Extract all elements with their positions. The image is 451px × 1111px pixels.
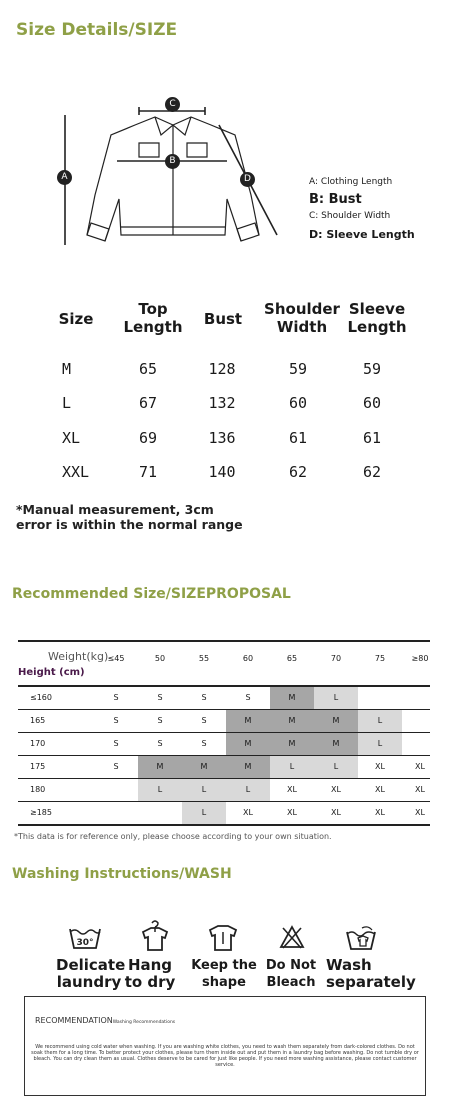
size-recommendation-cell: S (201, 693, 207, 702)
size-recommendation-cell: L (226, 779, 270, 801)
height-row-label: ≥185 (30, 808, 52, 817)
legend-sleeve-length: D: Sleeve Length (309, 228, 415, 241)
recommendation-title: RECOMMENDATIONWashing Recommendations (35, 1016, 176, 1025)
size-recommendation-cell: S (113, 693, 119, 702)
size-recommendation-cell (358, 687, 402, 709)
size-recommendation-cell: L (270, 756, 314, 778)
size-recommendation-cell: M (314, 710, 358, 732)
size-cell: 62 (288, 463, 308, 481)
size-cell: 59 (288, 360, 308, 378)
weight-header: 55 (198, 654, 210, 663)
size-recommendation-cell (398, 710, 442, 732)
legend-clothing-length: A: Clothing Length (309, 177, 393, 187)
size-cell: 61 (288, 429, 308, 447)
height-row-label: ≤160 (30, 693, 52, 702)
size-recommendation-cell: XL (287, 808, 297, 817)
marker-b: B (165, 154, 180, 169)
wash-label-bleach: Do Not Bleach (265, 958, 317, 990)
recommend-grid (18, 640, 430, 825)
size-recommendation-cell: L (358, 733, 402, 755)
weight-label: Weight(kg) (48, 650, 109, 663)
wash-label-shape: Keep the shape (191, 958, 257, 990)
height-row-label: 175 (30, 762, 46, 771)
size-cell: 67 (138, 394, 158, 412)
size-recommendation-cell: XL (331, 808, 341, 817)
size-recommendation-cell: L (182, 779, 226, 801)
marker-d: D (240, 172, 255, 187)
grid-top-line (18, 640, 430, 642)
height-row-label: 170 (30, 739, 46, 748)
size-recommendation-cell: S (245, 693, 251, 702)
size-recommendation-cell: M (314, 733, 358, 755)
reference-disclaimer: *This data is for reference only, please choose according to your own situation. (14, 832, 332, 841)
size-recommendation-cell (94, 802, 138, 824)
no-bleach-icon (279, 924, 305, 950)
size-recommendation-cell: L (182, 802, 226, 824)
size-cell: 132 (208, 394, 236, 412)
wash-30-icon (67, 924, 103, 952)
size-recommendation-cell: S (201, 716, 207, 725)
size-recommendation-cell: S (113, 762, 119, 771)
size-cell: 71 (138, 463, 158, 481)
size-recommendation-cell: XL (331, 785, 341, 794)
size-recommendation-cell: M (270, 710, 314, 732)
size-cell: 65 (138, 360, 158, 378)
size-recommendation-cell: M (138, 756, 182, 778)
recommendation-subtitle: Washing Recommendations (112, 1020, 176, 1025)
measurement-note: *Manual measurement, 3cm error is within the normal range (16, 502, 243, 532)
size-recommendation-cell: S (157, 716, 163, 725)
weight-header: 65 (286, 654, 298, 663)
size-recommendation-cell: M (270, 687, 314, 709)
size-cell: 128 (208, 360, 236, 378)
recommendation-box (24, 996, 426, 1096)
size-recommendation-cell: M (226, 710, 270, 732)
size-recommendation-cell (138, 802, 182, 824)
weight-header: 70 (330, 654, 342, 663)
weight-header: ≥80 (411, 654, 429, 663)
wash-separately-icon (344, 924, 378, 952)
size-recommendation-cell: L (138, 779, 182, 801)
header-top-length: Top Length (123, 300, 183, 336)
weight-header: 50 (154, 654, 166, 663)
size-recommendation-cell: M (182, 756, 226, 778)
header-sleeve-length: Sleeve Length (347, 300, 407, 336)
size-recommendation-cell: S (201, 739, 207, 748)
size-recommendation-cell: XL (287, 785, 297, 794)
legend-shoulder-width: C: Shoulder Width (309, 211, 391, 221)
grid-bottom-line (18, 824, 430, 826)
header-size: Size (58, 310, 94, 328)
size-cell: 61 (362, 429, 382, 447)
keep-shape-icon (207, 924, 239, 952)
size-recommendation-cell: XL (415, 808, 425, 817)
size-recommendation-cell: S (113, 716, 119, 725)
size-recommendation-cell: XL (375, 762, 385, 771)
size-cell: 62 (362, 463, 382, 481)
size-recommendation-cell: M (226, 733, 270, 755)
size-recommendation-cell (398, 733, 442, 755)
hang-dry-icon (139, 918, 171, 952)
size-recommendation-cell: S (157, 739, 163, 748)
wash-temp: 30° (76, 938, 94, 948)
size-recommendation-cell: M (226, 756, 270, 778)
header-bust: Bust (203, 310, 243, 328)
size-cell: 69 (138, 429, 158, 447)
size-cell: 140 (208, 463, 236, 481)
marker-a: A (57, 170, 72, 185)
height-label: Height (cm) (18, 667, 85, 678)
marker-c: C (165, 97, 180, 112)
size-recommendation-cell: XL (415, 785, 425, 794)
size-row-label: M (62, 360, 72, 378)
size-cell: 60 (288, 394, 308, 412)
wash-label-separately: Wash separately (326, 956, 416, 991)
size-recommendation-cell (398, 687, 442, 709)
size-cell: 136 (208, 429, 236, 447)
size-recommendation-cell: XL (415, 762, 425, 771)
wash-label-delicate: Delicate laundry (56, 956, 126, 991)
weight-header: ≤45 (107, 654, 125, 663)
size-recommendation-cell: XL (375, 785, 385, 794)
size-row-label: XXL (62, 463, 90, 481)
header-shoulder-width: Shoulder Width (264, 300, 340, 336)
jacket-diagram (55, 95, 305, 265)
height-row-label: 165 (30, 716, 46, 725)
size-recommendation-cell: M (270, 733, 314, 755)
size-recommendation-cell: L (314, 687, 358, 709)
weight-header: 75 (374, 654, 386, 663)
size-cell: 60 (362, 394, 382, 412)
size-row-label: XL (62, 429, 81, 447)
size-recommendation-cell (94, 779, 138, 801)
wash-section-title: Washing Instructions/WASH (12, 866, 232, 882)
size-recommendation-cell: S (113, 739, 119, 748)
height-row-label: 180 (30, 785, 46, 794)
size-recommendation-cell: XL (243, 808, 253, 817)
wash-label-hang: Hang to dry (124, 956, 176, 991)
size-recommendation-cell: S (157, 693, 163, 702)
size-recommendation-cell: L (358, 710, 402, 732)
size-recommendation-cell: XL (375, 808, 385, 817)
size-row-label: L (62, 394, 72, 412)
legend-bust: B: Bust (309, 192, 362, 207)
weight-header: 60 (242, 654, 254, 663)
size-section-title: Size Details/SIZE (16, 20, 178, 40)
size-recommendation-cell: L (314, 756, 358, 778)
recommendation-body: We recommend using cold water when washing. If you are washing white clothes, you need to wash them separately from dark-colored clothes. Do not soak them for a long time. To better protect your clothes, please turn them inside out and put them in a laundry bag before washing. Do not tumble dry or bleach. You can dry clean them as usual. Clothes deserve to be cared for just like people. If you need more washing assistance, please contact customer service. (31, 1044, 419, 1068)
size-cell: 59 (362, 360, 382, 378)
recommend-section-title: Recommended Size/SIZEPROPOSAL (12, 586, 291, 602)
